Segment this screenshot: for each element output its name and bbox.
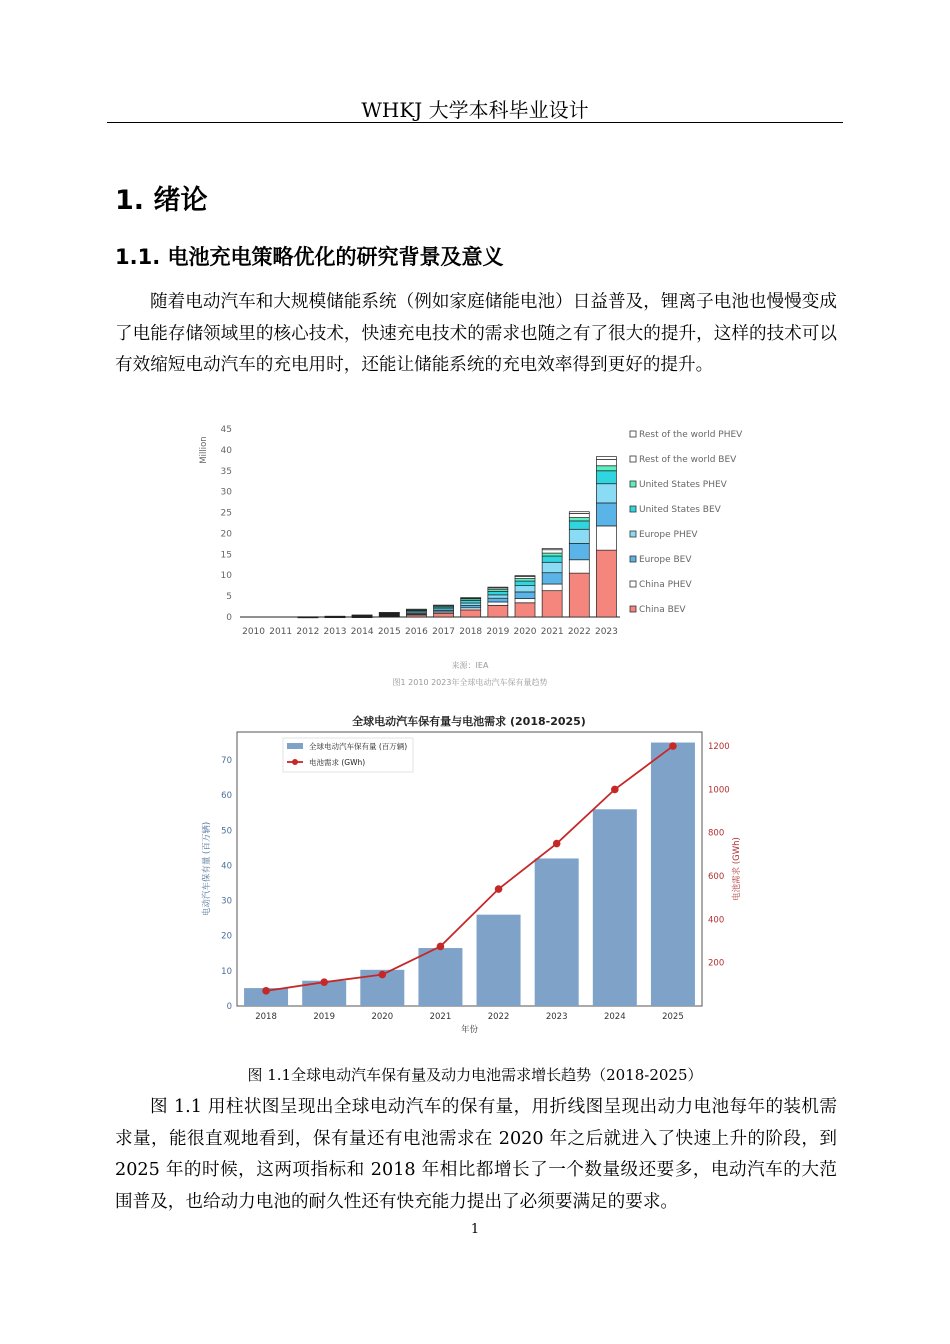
left-tick-label: 30 <box>221 896 232 907</box>
bar-segment <box>596 503 616 526</box>
bar-segment <box>542 584 562 591</box>
right-tick-label: 1200 <box>708 742 730 753</box>
figure-caption-small: 图1 2010 2023年全球电动汽车保有量趋势 <box>392 678 548 687</box>
y-tick-label: 10 <box>220 571 232 582</box>
left-tick-label: 40 <box>221 861 232 872</box>
x-tick-label: 2010 <box>242 627 266 637</box>
x-tick-label: 2020 <box>513 627 537 637</box>
legend-swatch <box>630 606 636 612</box>
x-tick-label: 2013 <box>323 627 347 637</box>
bar-segment <box>596 471 616 484</box>
x-tick-label: 2019 <box>486 627 510 637</box>
left-tick-label: 60 <box>221 791 232 802</box>
x-tick-label: 2022 <box>487 1012 510 1022</box>
bar-segment <box>434 605 454 606</box>
intro-paragraph: 随着电动汽车和大规模储能系统（例如家庭储能电池）日益普及，锂离子电池也慢慢变成了电能存储领域里的核心技术，快速充电技术的需求也随之有了很大的提升，这样的技术可以有效缩短电动汽车的充电用时，还能让储能系统的充电效率得到更好的提升。 <box>115 292 837 375</box>
figure-source: 来源：IEA <box>451 661 489 670</box>
demand-point <box>611 786 619 794</box>
demand-point <box>553 840 561 848</box>
legend-label-line: 电池需求 (GWh) <box>309 758 366 767</box>
bar-segment <box>569 573 589 617</box>
bar-segment <box>542 553 562 556</box>
legend-swatch <box>630 531 636 537</box>
right-tick-label: 400 <box>708 915 725 926</box>
bar-segment <box>434 613 454 617</box>
demand-point <box>379 971 387 979</box>
y-tick-label: 40 <box>220 445 232 456</box>
bar-segment <box>596 459 616 465</box>
left-tick-label: 10 <box>221 966 232 977</box>
demand-point <box>320 978 328 986</box>
bar-segment <box>542 550 562 553</box>
bar-segment <box>488 591 508 595</box>
bar-segment <box>488 595 508 598</box>
legend-swatch-bar <box>287 743 303 749</box>
page-header: WHKJ 大学本科毕业设计 <box>361 98 589 122</box>
x-tick-label: 2011 <box>269 627 293 637</box>
y-tick-label: 5 <box>226 592 232 603</box>
legend-label: United States BEV <box>639 505 721 515</box>
y-tick-label: 0 <box>226 613 232 623</box>
right-tick-label: 1000 <box>708 785 730 796</box>
x-tick-label: 2023 <box>545 1012 568 1022</box>
right-tick-label: 200 <box>708 958 725 969</box>
bar-segment <box>596 484 616 503</box>
left-tick-label: 50 <box>221 826 232 837</box>
legend-label: Europe PHEV <box>639 530 698 540</box>
bar-segment <box>515 599 535 603</box>
legend-label: Rest of the world BEV <box>639 455 737 465</box>
x-tick-label: 2020 <box>371 1012 394 1022</box>
demand-point <box>262 987 270 995</box>
section-heading: 1. 绪论 <box>115 185 208 216</box>
bar-segment <box>352 615 372 616</box>
demand-point <box>437 943 445 951</box>
x-tick-label: 2021 <box>429 1012 452 1022</box>
bar-segment <box>569 529 589 543</box>
bar <box>477 915 521 1006</box>
x-tick-label: 2024 <box>603 1012 626 1022</box>
bar-segment <box>515 576 535 577</box>
bar-segment <box>542 556 562 562</box>
ev-stock-stacked-bar-chart <box>190 420 770 690</box>
header-rule <box>107 122 843 123</box>
subsection-heading: 1.1. 电池充电策略优化的研究背景及意义 <box>115 245 504 269</box>
bar-segment <box>596 526 616 550</box>
bar-segment <box>569 560 589 573</box>
x-tick-label: 2014 <box>350 627 374 637</box>
chart-title: 全球电动汽车保有量与电池需求 (2018-2025) <box>352 715 586 728</box>
x-tick-label: 2012 <box>296 627 320 637</box>
bar-segment <box>406 609 426 610</box>
demand-point <box>495 885 503 893</box>
bar <box>651 743 695 1006</box>
y-tick-label: 35 <box>220 466 232 477</box>
left-tick-label: 0 <box>226 1002 232 1012</box>
bar-segment <box>488 602 508 605</box>
bar-segment <box>488 605 508 617</box>
bar-segment <box>298 617 318 618</box>
ev-stock-battery-demand-chart <box>195 708 755 1038</box>
bar-segment <box>569 518 589 521</box>
bar-segment <box>515 586 535 592</box>
bar-segment <box>488 598 508 602</box>
legend-label: China PHEV <box>639 580 692 590</box>
right-axis-label: 电池需求 (GWh) <box>732 837 742 901</box>
legend-label: Rest of the world PHEV <box>639 430 743 440</box>
x-tick-label: 2021 <box>540 627 564 637</box>
bar-segment <box>515 603 535 617</box>
legend-swatch <box>630 506 636 512</box>
x-tick-label: 2022 <box>567 627 591 637</box>
bar <box>593 809 637 1006</box>
legend-marker <box>292 759 298 765</box>
bar-segment <box>542 573 562 584</box>
bar-segment <box>461 598 481 599</box>
x-tick-label: 2023 <box>594 627 618 637</box>
y-tick-label: 20 <box>220 529 232 540</box>
x-tick-label: 2015 <box>377 627 401 637</box>
y-axis-label: Million <box>199 436 209 464</box>
x-tick-label: 2018 <box>255 1012 277 1022</box>
demand-point <box>669 742 677 750</box>
x-tick-label: 2019 <box>313 1012 336 1022</box>
bar-segment <box>596 457 616 460</box>
bar-segment <box>488 587 508 588</box>
y-tick-label: 45 <box>220 425 232 435</box>
y-tick-label: 15 <box>220 550 232 561</box>
bar-segment <box>569 521 589 529</box>
figure-caption: 图 1.1全球电动汽车保有量及动力电池需求增长趋势（2018-2025） <box>247 1066 703 1084</box>
legend-label: United States PHEV <box>639 480 727 490</box>
bar-segment <box>596 466 616 471</box>
bar <box>418 948 462 1006</box>
y-tick-label: 30 <box>220 487 232 498</box>
legend-swatch <box>630 556 636 562</box>
bar-segment <box>569 543 589 559</box>
page-number: 1 <box>470 1222 480 1237</box>
legend-label-bar: 全球电动汽车保有量 (百万辆) <box>309 742 408 751</box>
bar-segment <box>569 513 589 517</box>
bar-segment <box>325 616 345 617</box>
x-tick-label: 2017 <box>432 627 456 637</box>
left-tick-label: 20 <box>221 931 232 942</box>
bar-segment <box>379 612 399 613</box>
bar-segment <box>542 562 562 572</box>
bar-segment <box>515 581 535 586</box>
bar-segment <box>569 512 589 514</box>
x-tick-label: 2018 <box>459 627 483 637</box>
bar <box>535 858 579 1006</box>
bar-segment <box>515 579 535 582</box>
legend-swatch <box>630 431 636 437</box>
bar-segment <box>515 592 535 599</box>
bar-segment <box>542 548 562 549</box>
y-tick-label: 25 <box>220 508 232 519</box>
x-axis-label: 年份 <box>460 1025 479 1035</box>
legend-swatch <box>630 481 636 487</box>
bar-segment <box>461 610 481 617</box>
right-tick-label: 600 <box>708 872 725 883</box>
legend-label: Europe BEV <box>639 555 692 565</box>
left-tick-label: 70 <box>221 756 232 767</box>
bar-segment <box>461 603 481 606</box>
left-axis-label: 电动汽车保有量 (百万辆) <box>202 821 212 917</box>
legend-swatch <box>630 456 636 462</box>
legend-swatch <box>630 581 636 587</box>
right-tick-label: 800 <box>708 828 725 839</box>
bar-segment <box>461 600 481 603</box>
bar-segment <box>596 550 616 617</box>
x-tick-label: 2025 <box>662 1012 684 1022</box>
legend-label: China BEV <box>639 605 686 615</box>
bar-segment <box>542 591 562 617</box>
analysis-paragraph: 图 1.1 用柱状图呈现出全球电动汽车的保有量，用折线图呈现出动力电池每年的装机需求量，能很直观地看到，保有量还有电池需求在 2020 年之后就进入了快速上升的阶段，到 2025 年的时候，这两项指标和 2018 年相比都增长了一个数量级还要多，电动汽车的大范围普及，也给动力电池的耐久性还有快充能力提出了必须要满足的要求。 <box>115 1097 837 1212</box>
x-tick-label: 2016 <box>404 627 428 637</box>
